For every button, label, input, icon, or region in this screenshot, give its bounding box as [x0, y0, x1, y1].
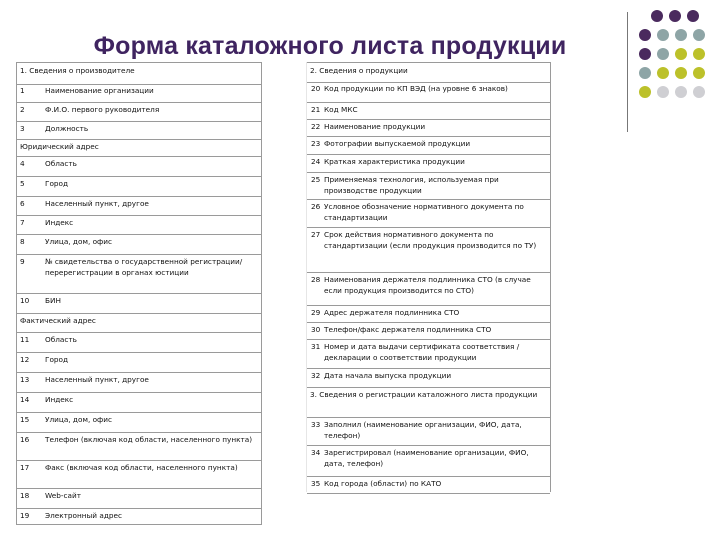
left-section-header: [17, 62, 261, 85]
table-row: [17, 352, 261, 373]
row-number: 22: [311, 122, 321, 131]
decorative-dot: [639, 29, 651, 41]
row-number: 12: [20, 355, 30, 364]
table-row: [307, 322, 550, 340]
table-row: [307, 172, 550, 200]
row-label: Улица, дом, офис: [45, 415, 113, 424]
decorative-dot: [693, 48, 705, 60]
decorative-dot: [687, 10, 699, 22]
row-number: 18: [20, 491, 30, 500]
section-row: [307, 387, 550, 418]
table-row: [17, 254, 261, 294]
decorative-dot: [675, 86, 687, 98]
table-row: [17, 156, 261, 177]
decorative-dot: [657, 48, 669, 60]
table-row: [307, 272, 550, 306]
row-label: Фотографии выпускаемой продукции: [324, 139, 471, 148]
row-number: 24: [311, 157, 321, 166]
row-label: Телефон (включая код области, населенного пункта): [45, 435, 253, 444]
table-row: [307, 102, 550, 120]
table-row: [17, 83, 261, 103]
table-row: [17, 196, 261, 216]
row-label: Улица, дом, офис: [45, 237, 113, 246]
row-label: Заполнил (наименование организации, ФИО, дата, телефон): [324, 420, 522, 440]
row-number: 25: [311, 175, 321, 184]
row-label: Наименование организации: [45, 86, 154, 95]
row-label: Индекс: [45, 218, 74, 227]
row-label: Код МКС: [324, 105, 358, 114]
table-row: [17, 460, 261, 489]
table-row: [17, 412, 261, 433]
row-number: 31: [311, 342, 321, 351]
table-row: [307, 339, 550, 369]
table-row: [17, 121, 261, 140]
section-label: Фактический адрес: [20, 316, 96, 325]
table-row: [17, 432, 261, 461]
row-label: Номер и дата выдачи сертификата соответствия / декларации о соответствии продукции: [324, 342, 520, 362]
row-number: 10: [20, 296, 30, 305]
row-number: 9: [20, 257, 25, 266]
row-label: Краткая характеристика продукции: [324, 157, 465, 166]
right-section-header: [307, 62, 550, 83]
table-row: [17, 372, 261, 393]
section-label: Юридический адрес: [20, 142, 99, 151]
table-row: [17, 332, 261, 353]
row-label: Должность: [45, 124, 89, 133]
decorative-dot: [657, 67, 669, 79]
row-label: Ф.И.О. первого руководителя: [45, 105, 160, 114]
decorative-dot: [651, 10, 663, 22]
row-label: Индекс: [45, 395, 74, 404]
decorative-dot-grid: [639, 10, 719, 120]
table-row: [307, 445, 550, 477]
row-label: Применяемая технология, используемая при производстве продукции: [324, 175, 499, 195]
decorative-dot: [693, 29, 705, 41]
row-number: 8: [20, 237, 25, 246]
table-row: [307, 154, 550, 173]
decorative-dot: [693, 67, 705, 79]
row-number: 29: [311, 308, 321, 317]
row-number: 4: [20, 159, 25, 168]
row-number: 32: [311, 371, 321, 380]
decorative-dot: [675, 48, 687, 60]
decorative-dot: [675, 67, 687, 79]
row-label: Область: [45, 335, 77, 344]
row-number: 15: [20, 415, 30, 424]
row-label: Город: [45, 355, 69, 364]
table-row: [307, 119, 550, 137]
row-label: Населенный пункт, другое: [45, 199, 149, 208]
row-label: Адрес держателя подлинника СТО: [324, 308, 460, 317]
row-number: 26: [311, 202, 321, 211]
decorative-dot: [639, 48, 651, 60]
decorative-dot: [657, 86, 669, 98]
decorative-dot: [669, 10, 681, 22]
row-number: 5: [20, 179, 25, 188]
row-number: 17: [20, 463, 30, 472]
decorative-vertical-line: [627, 12, 628, 132]
table-row: [17, 293, 261, 314]
row-number: 3: [20, 124, 25, 133]
row-number: 11: [20, 335, 30, 344]
table-row: [307, 476, 550, 494]
table-row: [17, 102, 261, 122]
row-label: Область: [45, 159, 77, 168]
section-row: [17, 313, 261, 333]
row-number: 13: [20, 375, 30, 384]
decorative-dot: [693, 86, 705, 98]
row-label: Наименование продукции: [324, 122, 426, 131]
row-label: Код города (области) по КАТО: [324, 479, 442, 488]
row-label: Код продукции по КП ВЭД (на уровне 6 знаков): [324, 84, 508, 93]
section-header-label: 1. Сведения о производителе: [20, 66, 135, 75]
manufacturer-info-table: [16, 62, 262, 525]
table-row: [307, 417, 550, 446]
row-label: Телефон/факс держателя подлинника СТО: [324, 325, 492, 334]
section-row: [17, 139, 261, 157]
table-row: [307, 81, 550, 103]
table-row: [17, 234, 261, 255]
row-number: 23: [311, 139, 321, 148]
decorative-dot: [639, 67, 651, 79]
page-title: Форма каталожного листа продукции: [93, 32, 567, 60]
row-number: 14: [20, 395, 30, 404]
table-row: [17, 488, 261, 509]
row-label: Город: [45, 179, 69, 188]
row-number: 20: [311, 84, 321, 93]
decorative-dot: [639, 86, 651, 98]
row-label: № свидетельства о государственной регистрации/перерегистрации в органах юстиции: [45, 257, 243, 277]
decorative-dot: [657, 29, 669, 41]
table-row: [17, 215, 261, 235]
row-number: 28: [311, 275, 321, 284]
table-row: [307, 305, 550, 323]
row-number: 7: [20, 218, 25, 227]
decorative-dot: [675, 29, 687, 41]
row-number: 27: [311, 230, 321, 239]
row-label: Населенный пункт, другое: [45, 375, 149, 384]
section-header-label: 2. Сведения о продукции: [310, 66, 408, 75]
row-label: БИН: [45, 296, 61, 305]
row-number: 19: [20, 511, 30, 520]
product-info-table: [306, 62, 551, 492]
section-label: 3. Сведения о регистрации каталожного листа продукции: [310, 390, 538, 399]
table-row: [17, 176, 261, 197]
table-row: [307, 136, 550, 155]
row-label: Условное обозначение нормативного документа по стандартизации: [324, 202, 524, 222]
table-row: [307, 227, 550, 273]
table-row: [307, 368, 550, 388]
row-label: Дата начала выпуска продукции: [324, 371, 452, 380]
row-number: 30: [311, 325, 321, 334]
row-number: 2: [20, 105, 25, 114]
row-label: Зарегистрировал (наименование организации, ФИО, дата, телефон): [324, 448, 529, 468]
row-label: Срок действия нормативного документа по стандартизации (если продукция производится по ТУ): [324, 230, 537, 250]
row-label: Факс (включая код области, населенного пункта): [45, 463, 238, 472]
row-number: 35: [311, 479, 321, 488]
row-label: Web-сайт: [45, 491, 82, 500]
row-label: Наименования держателя подлинника СТО (в случае если продукция производится по СТО): [324, 275, 531, 295]
row-number: 16: [20, 435, 30, 444]
row-number: 33: [311, 420, 321, 429]
row-number: 34: [311, 448, 321, 457]
table-row: [307, 199, 550, 228]
row-number: 21: [311, 105, 321, 114]
table-row: [17, 392, 261, 413]
row-number: 6: [20, 199, 25, 208]
row-label: Электронный адрес: [45, 511, 123, 520]
row-number: 1: [20, 86, 25, 95]
table-row: [17, 508, 261, 525]
